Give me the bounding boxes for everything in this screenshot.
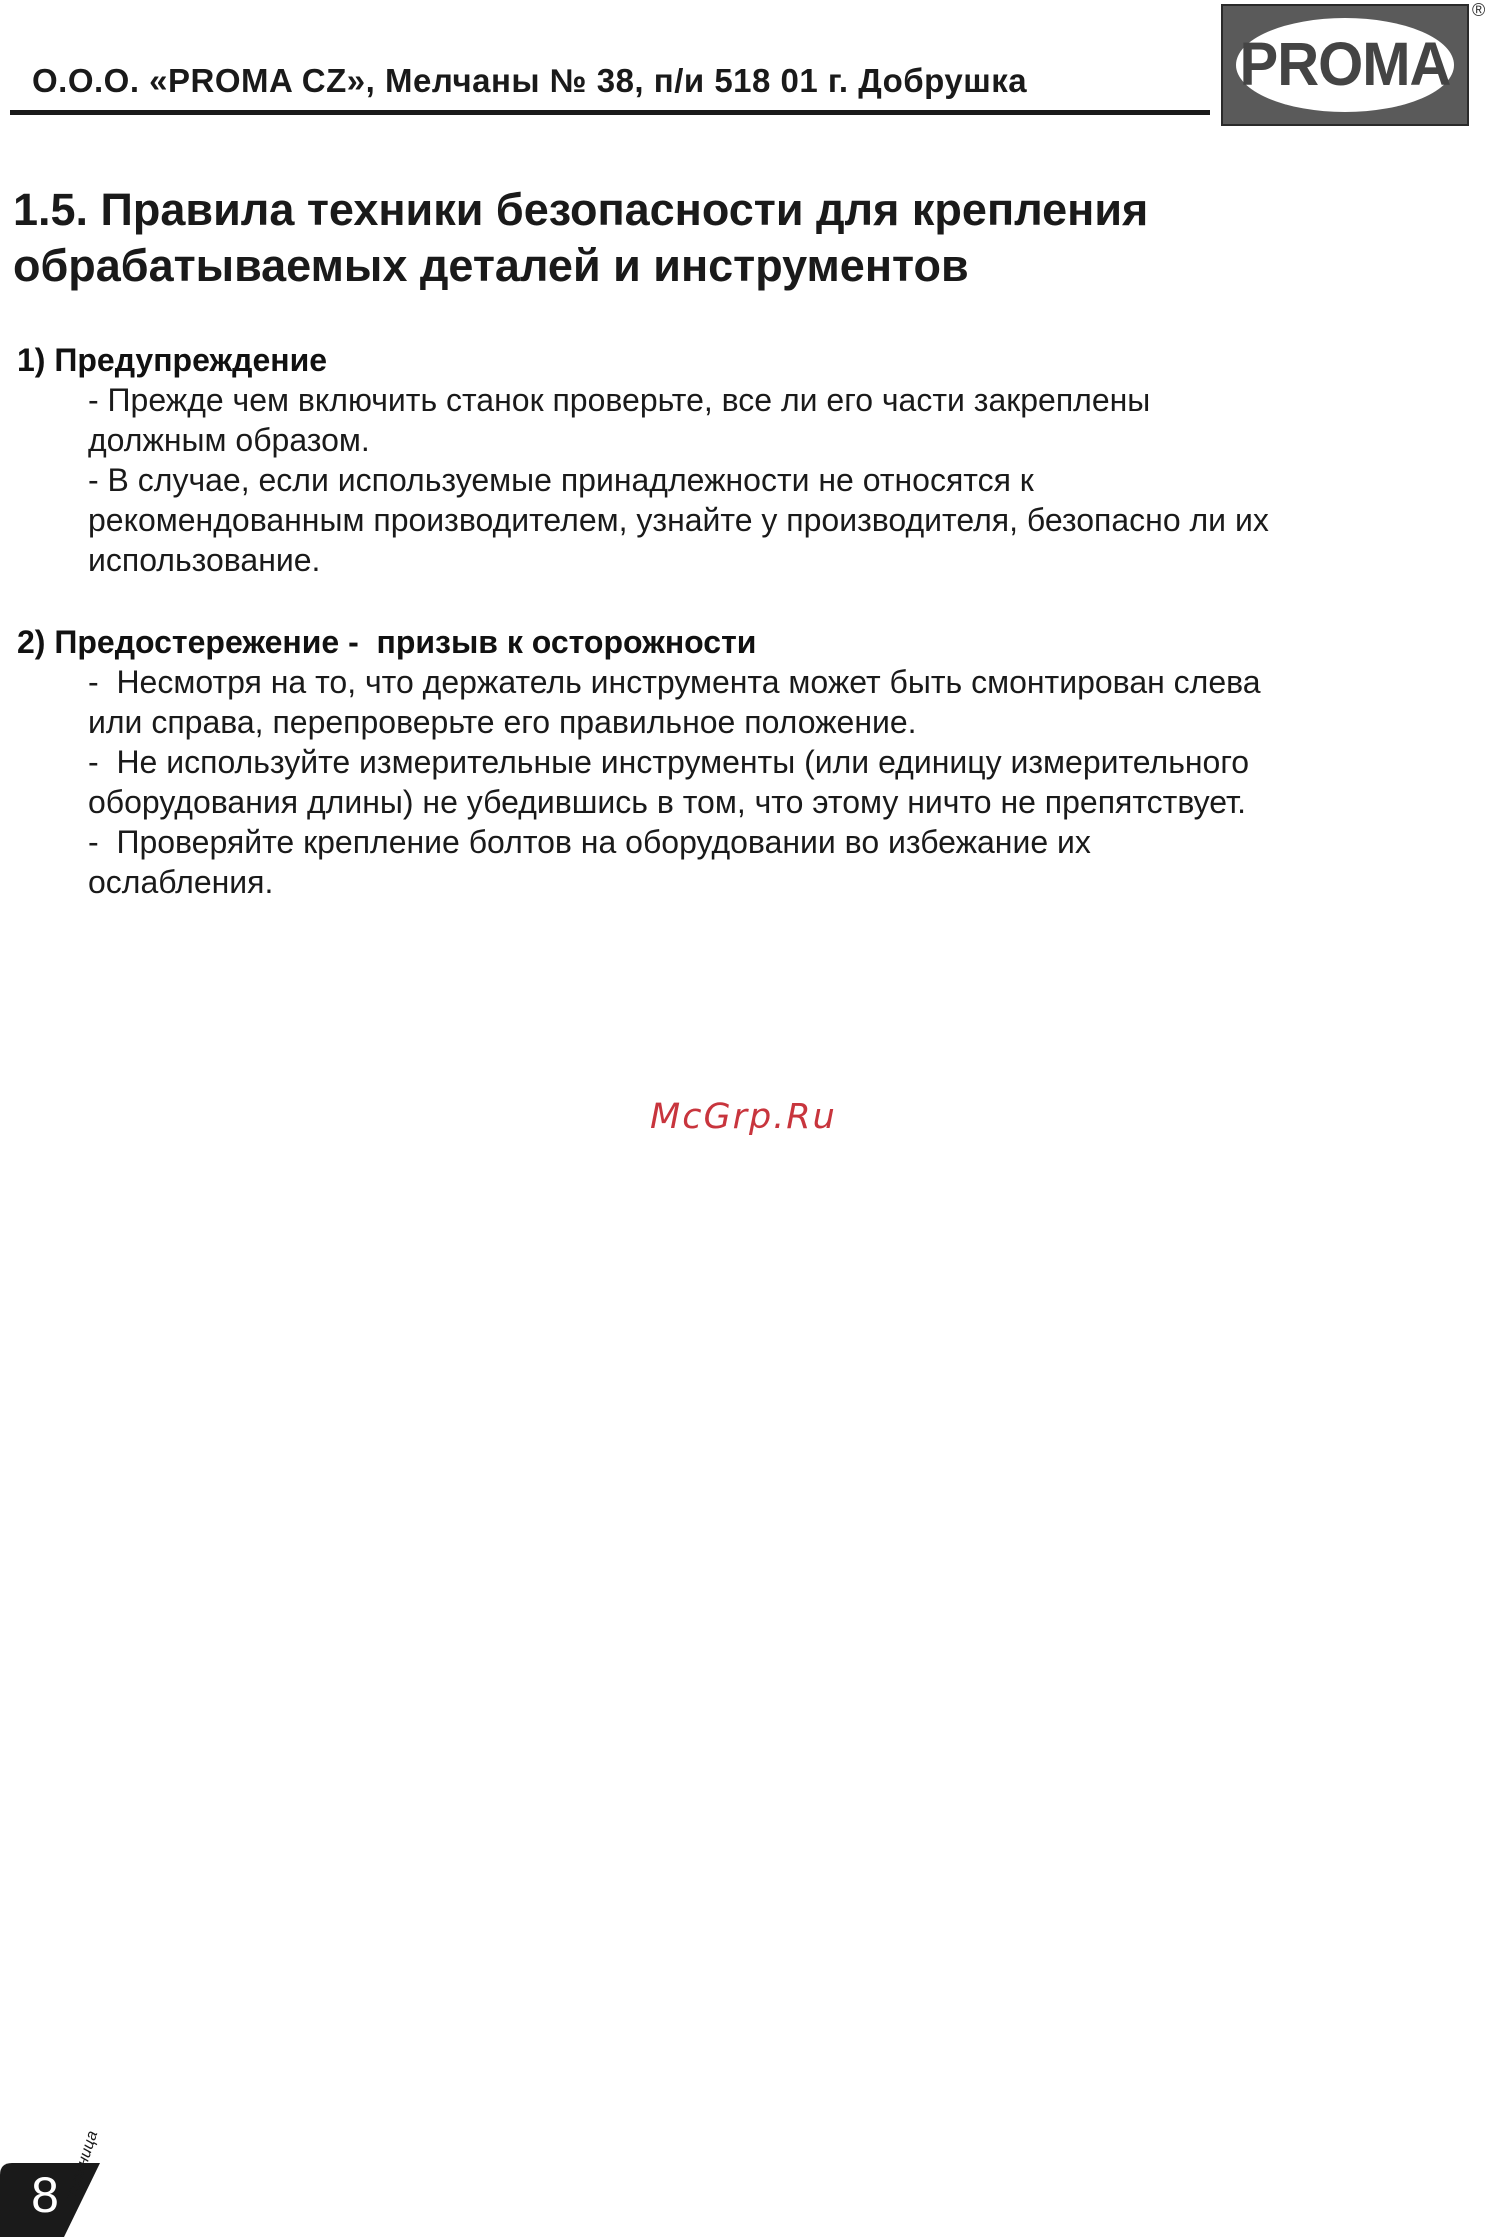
section-body (17, 380, 1457, 580)
body-line: - В случае, если используемые принадлежности не относятся к (88, 462, 1034, 498)
body-line: - Проверяйте крепление болтов на оборудовании во избежание их (88, 824, 1091, 860)
section-caution (17, 622, 1457, 902)
section-warning (17, 340, 1457, 580)
body-line: использование. (88, 542, 321, 578)
watermark-link[interactable]: McGrp.Ru (650, 1097, 837, 1137)
company-address-line: О.О.О. «PROMA CZ», Мелчаны № 38, п/и 518 01 г. Добрушка (32, 62, 1028, 99)
body-line: ослабления. (88, 864, 274, 900)
logo-text: PROMA (1239, 30, 1451, 99)
body-line: - Не используйте измерительные инструменты (или единицу измерительного (88, 744, 1250, 780)
page-word-label: страница (62, 2128, 102, 2206)
title-line-1: 1.5. Правила техники безопасности для крепления (13, 184, 1149, 235)
page-title (13, 182, 1413, 294)
logo-oval (1236, 18, 1454, 112)
body-line: рекомендованным производителем, узнайте у производителя, безопасно ли их (88, 502, 1269, 538)
proma-logo (1221, 4, 1469, 126)
title-line-2: обрабатываемых деталей и инструментов (13, 240, 969, 291)
body-line: - Несмотря на то, что держатель инструмента может быть смонтирован слева (88, 664, 1261, 700)
body-line: - Прежде чем включить станок проверьте, все ли его части закреплены (88, 382, 1151, 418)
section-heading: 1) Предупреждение (17, 342, 328, 378)
registered-mark: ® (1472, 0, 1486, 20)
body-line: должным образом. (88, 422, 370, 458)
page-number: 8 (31, 2167, 59, 2223)
section-body (17, 662, 1457, 902)
section-heading: 2) Предостережение - призыв к осторожности (17, 624, 757, 660)
body-line: или справа, перепроверьте его правильное положение. (88, 704, 917, 740)
header-divider (10, 110, 1210, 115)
body-line: оборудования длины) не убедившись в том, что этому ничто не препятствует. (88, 784, 1246, 820)
